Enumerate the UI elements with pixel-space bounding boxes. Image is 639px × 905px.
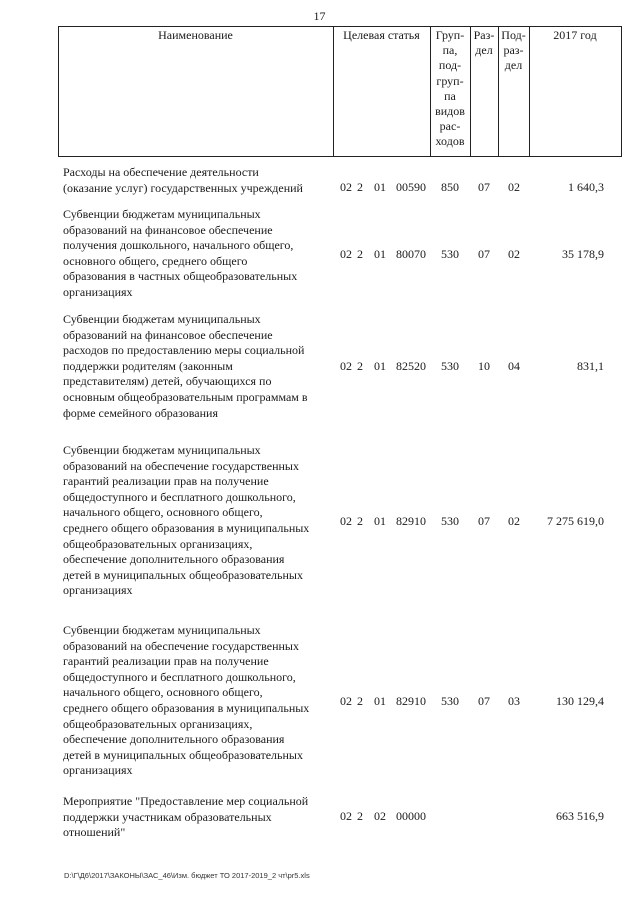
header-border: [58, 27, 59, 156]
text-line: расходов по предоставлению меры социальной: [63, 343, 305, 358]
page-number: 17: [313, 9, 326, 23]
target-subprogram: 2: [357, 359, 363, 373]
text-line: ходов: [435, 134, 465, 149]
text-line: Субвенции бюджетам муниципальных: [63, 443, 261, 457]
text-line: Субвенции бюджетам муниципальных: [63, 312, 261, 326]
amount: 1 640,3: [568, 180, 604, 194]
amount: 35 178,9: [562, 247, 604, 261]
target-subprogram: 2: [357, 694, 363, 708]
text-line: дел: [475, 43, 493, 58]
text-line: обеспечение дополнительного образования: [63, 732, 285, 747]
text-line: общеобразовательных организациях,: [63, 536, 253, 551]
row-name: [63, 165, 338, 196]
header-name: Наименование: [158, 28, 233, 42]
target-direction: 82910: [396, 514, 426, 528]
target-direction: 82910: [396, 694, 426, 708]
expense-group-code: 530: [441, 247, 459, 261]
header-target-article: Целевая статья: [343, 28, 420, 42]
row-name: [63, 794, 338, 841]
file-path-footer: D:\Г\Д6\2017\ЗАКОНЫ\ЗАС_46\Изм. бюджет ТО 2017-2019_2 чт\pr5.xls: [64, 871, 310, 880]
amount: 663 516,9: [556, 809, 604, 823]
text-line: организациях: [63, 763, 133, 778]
header-divider: [333, 27, 334, 156]
text-line: общедоступного и бесплатного дошкольного,: [63, 669, 296, 684]
subsection-code: 04: [508, 359, 520, 373]
text-line: среднего общего образования в муниципальных: [63, 520, 310, 535]
row-name: [63, 443, 338, 599]
row-name: [63, 623, 338, 779]
row-name: [63, 312, 338, 421]
expense-group-code: 530: [441, 514, 459, 528]
target-direction: 82520: [396, 359, 426, 373]
text-line: Субвенции бюджетам муниципальных: [63, 207, 261, 221]
text-line: Мероприятие "Предоставление мер социальной: [63, 794, 309, 808]
header-year: 2017 год: [553, 28, 597, 42]
text-line: начального общего, основного общего,: [63, 685, 263, 700]
expense-group-code: 530: [441, 694, 459, 708]
text-line: Субвенции бюджетам муниципальных: [63, 623, 261, 637]
section-code: 07: [478, 514, 490, 528]
text-line: дел: [504, 58, 523, 73]
text-line: под-: [438, 58, 462, 73]
text-line: форме семейного образования: [63, 405, 218, 420]
target-program: 02: [340, 180, 352, 194]
header-divider: [529, 27, 530, 156]
section-code: 07: [478, 180, 490, 194]
amount: 831,1: [577, 359, 604, 373]
text-line: среднего общего образования в муниципальных: [63, 700, 310, 715]
amount: 7 275 619,0: [547, 514, 604, 528]
target-subprogram: 2: [357, 514, 363, 528]
text-line: па: [444, 88, 456, 103]
target-direction: 00590: [396, 180, 426, 194]
target-group: 01: [374, 514, 386, 528]
text-line: основным общеобразовательным программам в: [63, 389, 308, 404]
target-program: 02: [340, 247, 352, 261]
target-group: 01: [374, 180, 386, 194]
target-subprogram: 2: [357, 180, 363, 194]
text-line: детей в муниципальных общеобразовательных: [63, 567, 303, 582]
header-subsection: [498, 28, 529, 74]
target-group: 02: [374, 809, 386, 823]
text-line: организациях: [63, 583, 133, 598]
target-program: 02: [340, 809, 352, 823]
table-header: [58, 26, 622, 157]
text-line: начального общего, основного общего,: [63, 505, 263, 520]
text-line: общеобразовательных организациях,: [63, 716, 253, 731]
header-expense-group: [430, 28, 470, 150]
text-line: Груп-: [435, 28, 465, 42]
subsection-code: 02: [508, 514, 520, 528]
section-code: 07: [478, 247, 490, 261]
text-line: гарантий реализации прав на получение: [63, 474, 269, 489]
text-line: груп-: [436, 73, 464, 88]
target-direction: 00000: [396, 809, 426, 823]
subsection-code: 02: [508, 180, 520, 194]
text-line: образований на обеспечение государственных: [63, 638, 299, 653]
text-line: образований на финансовое обеспечение: [63, 222, 273, 237]
text-line: поддержки участникам образовательных: [63, 809, 272, 824]
header-border: [621, 27, 622, 156]
text-line: раз-: [503, 43, 524, 58]
text-line: представителям) детей, обучающихся по: [63, 374, 272, 389]
subsection-code: 02: [508, 247, 520, 261]
text-line: гарантий реализации прав на получение: [63, 654, 269, 669]
text-line: поддержки родителям (законным: [63, 358, 233, 373]
text-line: общедоступного и бесплатного дошкольного,: [63, 489, 296, 504]
text-line: образований на финансовое обеспечение: [63, 327, 273, 342]
row-name: [63, 207, 338, 301]
text-line: па,: [442, 43, 458, 58]
text-line: Раз-: [473, 28, 495, 42]
expense-group-code: 850: [441, 180, 459, 194]
text-line: образования в частных общеобразовательных: [63, 269, 298, 284]
target-group: 01: [374, 694, 386, 708]
text-line: организациях: [63, 284, 133, 299]
text-line: рас-: [439, 119, 461, 134]
text-line: образований на обеспечение государственных: [63, 458, 299, 473]
text-line: Расходы на обеспечение деятельности: [63, 165, 259, 179]
text-line: обеспечение дополнительного образования: [63, 552, 285, 567]
text-line: получения дошкольного, начального общего,: [63, 238, 294, 253]
expense-group-code: 530: [441, 359, 459, 373]
header-section: [470, 28, 498, 58]
section-code: 10: [478, 359, 490, 373]
target-subprogram: 2: [357, 809, 363, 823]
text-line: Под-: [501, 28, 526, 42]
target-subprogram: 2: [357, 247, 363, 261]
text-line: детей в муниципальных общеобразовательных: [63, 747, 303, 762]
text-line: основного общего, среднего общего: [63, 253, 248, 268]
text-line: отношений": [63, 825, 126, 840]
target-group: 01: [374, 359, 386, 373]
text-line: видов: [435, 104, 465, 119]
section-code: 07: [478, 694, 490, 708]
target-program: 02: [340, 694, 352, 708]
target-program: 02: [340, 359, 352, 373]
amount: 130 129,4: [556, 694, 604, 708]
target-group: 01: [374, 247, 386, 261]
subsection-code: 03: [508, 694, 520, 708]
target-direction: 80070: [396, 247, 426, 261]
text-line: (оказание услуг) государственных учреждений: [63, 180, 303, 195]
target-program: 02: [340, 514, 352, 528]
